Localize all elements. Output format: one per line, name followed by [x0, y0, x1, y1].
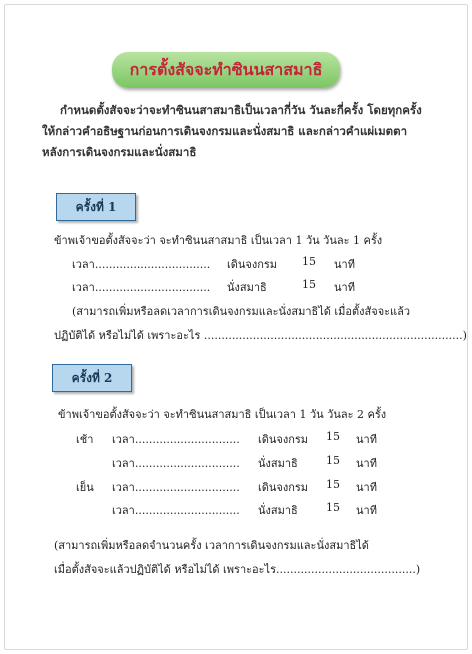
activity-label: เดินจงกรม [258, 433, 309, 446]
round-1-label: ครั้งที่ 1 [56, 193, 136, 221]
round-1-pledge: ข้าพเจ้าขอตั้งสัจจะว่า จะทำซินนสาสมาธิ เป็นเวลา 1 วัน วันละ 1 ครั้ง [54, 234, 383, 247]
activity-label: นั่งสมาธิ [227, 281, 267, 294]
period-label: เย็น [76, 481, 94, 494]
round-2-row [76, 501, 416, 517]
time-field[interactable]: เวลา.............................. [112, 433, 240, 446]
round-1-row [72, 278, 432, 294]
minutes-unit: นาที [356, 504, 377, 517]
activity-label: นั่งสมาธิ [258, 457, 298, 470]
round-2-label: ครั้งที่ 2 [52, 364, 132, 392]
intro-line-2: ให้กล่าวคำอธิษฐานก่อนการเดินจงกรมและนั่งสมาธิ และกล่าวคำแผ่เมตตา [42, 124, 408, 138]
time-field[interactable]: เวลา.............................. [112, 457, 240, 470]
minutes-unit: นาที [356, 433, 377, 446]
minutes-value: 15 [302, 278, 316, 291]
period-label: เช้า [76, 433, 94, 446]
time-field[interactable]: เวลา................................. [72, 258, 211, 271]
round-2-note-line-2[interactable]: เมื่อตั้งสัจจะแล้วปฏิบัติได้ หรือไม่ได้ เพราะอะไร........................................) [54, 563, 421, 576]
round-2-pledge: ข้าพเจ้าขอตั้งสัจจะว่า จะทำซินนสาสมาธิ เป็นเวลา 1 วัน วันละ 2 ครั้ง [58, 408, 387, 421]
minutes-value: 15 [326, 430, 340, 443]
page-title: การตั้งสัจจะทำซินนสาสมาธิ [112, 52, 340, 88]
round-2-row [76, 478, 416, 494]
time-field[interactable]: เวลา.............................. [112, 504, 240, 517]
intro-line-1: กำหนดตั้งสัจจะว่าจะทำซินนสาสมาธิเป็นเวลากี่วัน วันละกี่ครั้ง โดยทุกครั้ง [60, 103, 422, 117]
intro-paragraph [42, 100, 434, 163]
round-2-row [76, 454, 416, 470]
round-1-note-line-2[interactable]: ปฏิบัติได้ หรือไม่ได้ เพราะอะไร ..........................................................................) [54, 329, 467, 342]
minutes-unit: นาที [356, 457, 377, 470]
round-2-row [76, 430, 416, 446]
minutes-value: 15 [302, 255, 316, 268]
activity-label: นั่งสมาธิ [258, 504, 298, 517]
time-field[interactable]: เวลา.............................. [112, 481, 240, 494]
activity-label: เดินจงกรม [227, 258, 278, 271]
time-field[interactable]: เวลา................................. [72, 281, 211, 294]
activity-label: เดินจงกรม [258, 481, 309, 494]
minutes-value: 15 [326, 454, 340, 467]
minutes-value: 15 [326, 501, 340, 514]
minutes-value: 15 [326, 478, 340, 491]
round-1-row [72, 255, 432, 271]
round-1-note-line-1: (สามารถเพิ่มหรือลดเวลาการเดินจงกรมและนั่งสมาธิได้ เมื่อตั้งสัจจะแล้ว [72, 305, 411, 318]
minutes-unit: นาที [356, 481, 377, 494]
intro-line-3: หลังการเดินจงกรมและนั่งสมาธิ [42, 145, 197, 159]
minutes-unit: นาที [334, 281, 355, 294]
round-2-note-line-1: (สามารถเพิ่มหรือลดจำนวนครั้ง เวลาการเดินจงกรมและนั่งสมาธิได้ [54, 539, 369, 552]
minutes-unit: นาที [334, 258, 355, 271]
